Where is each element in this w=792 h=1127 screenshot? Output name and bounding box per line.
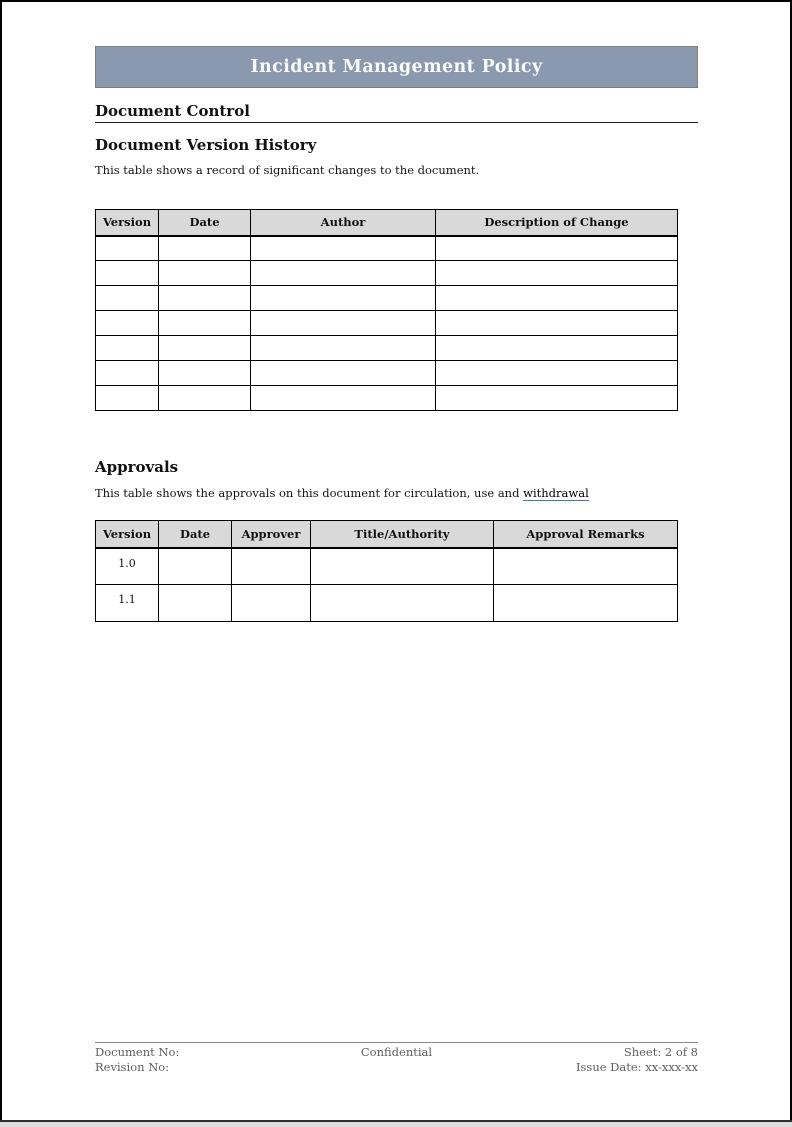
column-header: Date	[159, 521, 232, 548]
table-cell	[251, 311, 436, 336]
approvals-description-text: This table shows the approvals on this document for circulation, use and	[95, 486, 524, 500]
table-header-row	[96, 521, 678, 548]
table-cell	[251, 286, 436, 311]
table-cell: 1.1	[96, 585, 159, 622]
table-cell	[494, 548, 678, 585]
table-cell	[96, 336, 159, 361]
table-cell: 1.0	[96, 548, 159, 585]
table-cell	[436, 286, 678, 311]
column-header: Title/Authority	[311, 521, 494, 548]
table-cell	[436, 311, 678, 336]
table-row	[96, 261, 678, 286]
table-cell	[311, 548, 494, 585]
issue-date: Issue Date: xx-xxx-xx	[575, 1059, 698, 1074]
table-cell	[232, 548, 311, 585]
table-cell	[159, 286, 251, 311]
approvals-heading: Approvals	[95, 458, 179, 476]
column-header: Version	[96, 210, 159, 236]
table-cell	[494, 585, 678, 622]
table-cell	[436, 336, 678, 361]
title-banner	[95, 46, 698, 88]
sheet-number: Sheet: 2 of 8	[623, 1045, 698, 1059]
column-header: Author	[251, 210, 436, 236]
bottom-strip	[0, 1120, 792, 1127]
document-no-label: Document No:	[95, 1045, 180, 1059]
table-cell	[251, 261, 436, 286]
table-header-row	[96, 210, 678, 236]
table-cell	[159, 336, 251, 361]
approvals-table	[95, 520, 678, 622]
table-cell	[159, 386, 251, 411]
footer-confidential: Confidential	[360, 1045, 433, 1059]
table-cell	[96, 361, 159, 386]
table-cell	[232, 585, 311, 622]
footer-right	[499, 1045, 698, 1074]
withdrawal-link[interactable]: withdrawal	[523, 486, 589, 500]
table-cell	[311, 585, 494, 622]
table-cell	[436, 236, 678, 261]
table-cell	[251, 336, 436, 361]
table-cell	[436, 261, 678, 286]
page-footer	[95, 1042, 698, 1074]
column-header: Version	[96, 521, 159, 548]
table-cell	[96, 236, 159, 261]
table-cell	[436, 386, 678, 411]
table-cell	[251, 361, 436, 386]
table-row	[96, 361, 678, 386]
version-history-table	[95, 209, 678, 411]
table-cell	[159, 261, 251, 286]
version-history-description: This table shows a record of significant changes to the document.	[95, 163, 480, 177]
table-cell	[96, 386, 159, 411]
column-header: Approval Remarks	[494, 521, 678, 548]
table-cell	[96, 261, 159, 286]
table-row	[96, 336, 678, 361]
footer-left	[95, 1045, 294, 1074]
table-cell	[159, 361, 251, 386]
table-row	[96, 236, 678, 261]
table-row	[96, 386, 678, 411]
table-cell	[251, 236, 436, 261]
revision-no-label: Revision No:	[95, 1059, 170, 1074]
table-row	[96, 548, 678, 585]
table-cell	[159, 311, 251, 336]
table-cell	[436, 361, 678, 386]
table-cell	[251, 386, 436, 411]
page-title: Incident Management Policy	[250, 57, 543, 77]
table-row	[96, 286, 678, 311]
column-header: Approver	[232, 521, 311, 548]
table-cell	[96, 311, 159, 336]
document-control-heading: Document Control	[95, 102, 698, 123]
table-row	[96, 585, 678, 622]
table-cell	[159, 548, 232, 585]
column-header: Date	[159, 210, 251, 236]
table-cell	[159, 585, 232, 622]
table-row	[96, 311, 678, 336]
approvals-description	[95, 486, 589, 501]
table-cell	[159, 236, 251, 261]
column-header: Description of Change	[436, 210, 678, 236]
version-history-heading: Document Version History	[95, 136, 317, 154]
table-cell	[96, 286, 159, 311]
